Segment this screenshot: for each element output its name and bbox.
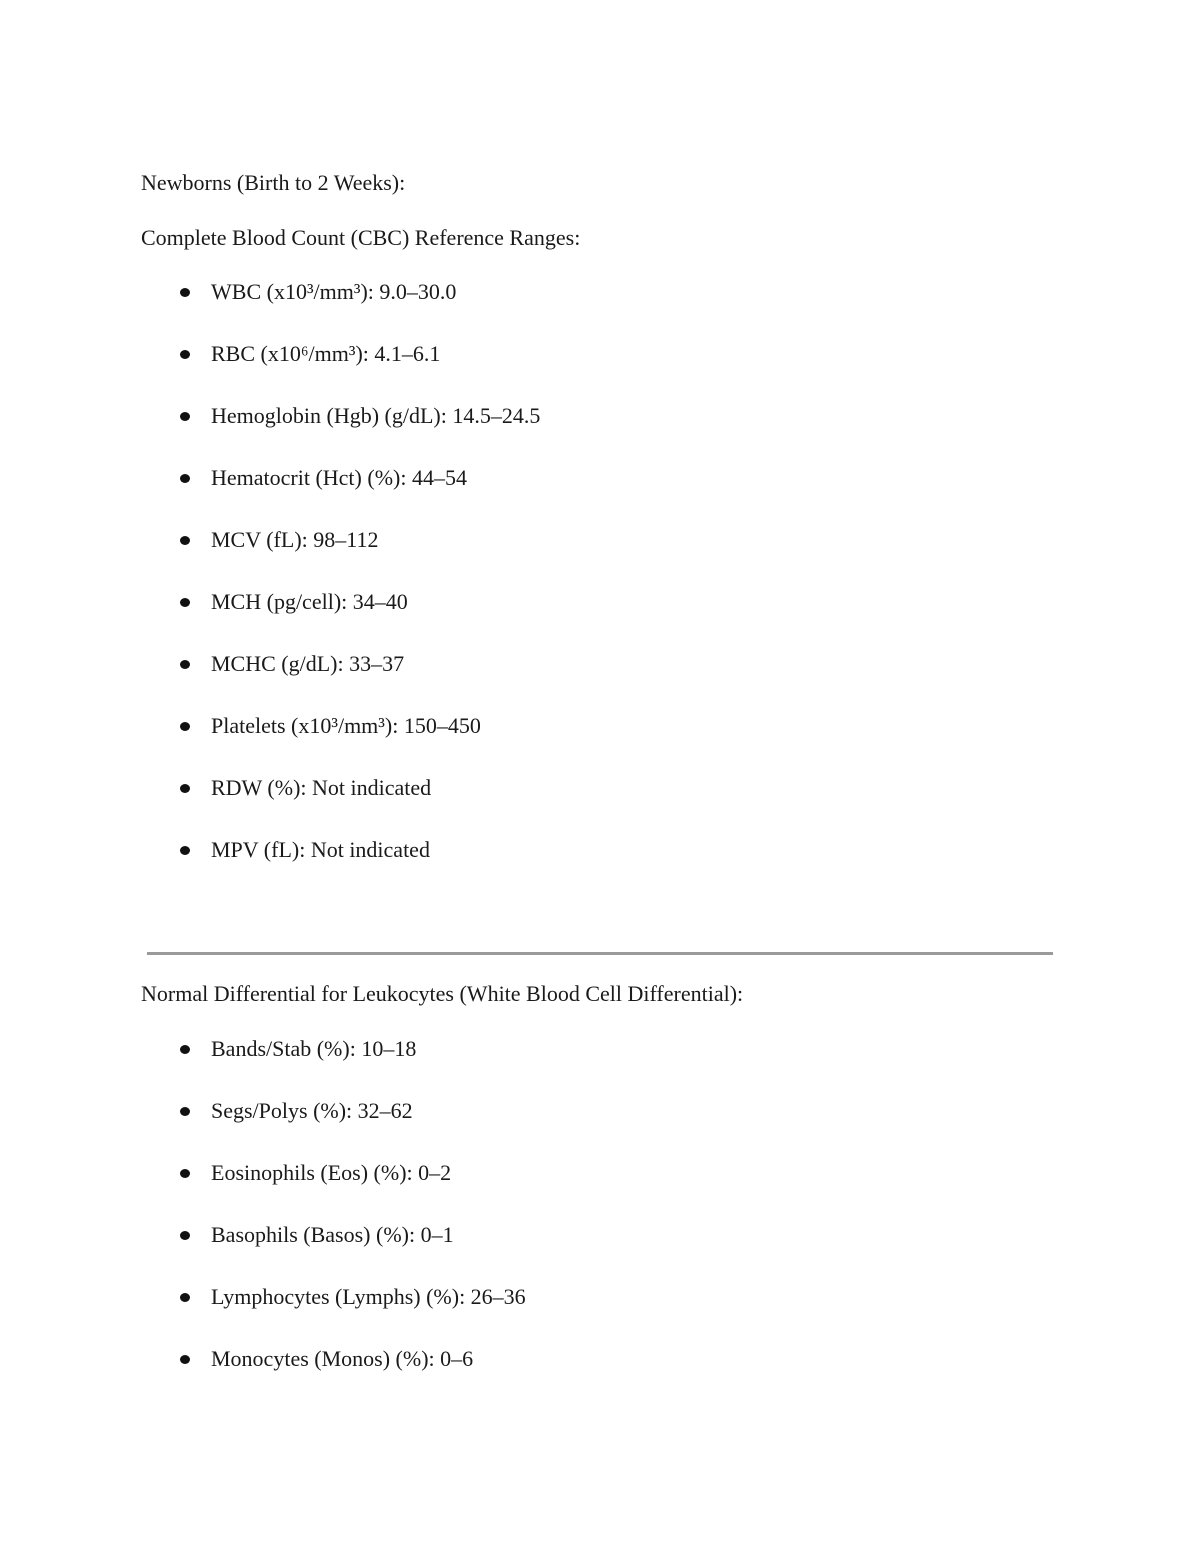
bullet-icon	[180, 536, 190, 545]
list-item-text: MCHC (g/dL): 33–37	[211, 651, 405, 676]
bullet-icon	[180, 1169, 190, 1178]
bullet-icon	[180, 1107, 190, 1116]
bullet-icon	[180, 1045, 190, 1054]
bullet-icon	[180, 722, 190, 731]
bullet-icon	[180, 350, 190, 359]
list-item-text: Hemoglobin (Hgb) (g/dL): 14.5–24.5	[211, 403, 541, 428]
differential-heading: Normal Differential for Leukocytes (White Blood Cell Differential):	[141, 981, 744, 1006]
horizontal-divider	[147, 952, 1053, 955]
list-item-text: MPV (fL): Not indicated	[211, 837, 430, 862]
bullet-icon	[180, 412, 190, 421]
list-item-text: MCV (fL): 98–112	[211, 527, 379, 552]
list-item-text: Hematocrit (Hct) (%): 44–54	[211, 465, 467, 490]
list-item-text: Monocytes (Monos) (%): 0–6	[211, 1346, 474, 1371]
list-item-text: Eosinophils (Eos) (%): 0–2	[211, 1160, 452, 1185]
bullet-icon	[180, 288, 190, 297]
bullet-icon	[180, 474, 190, 483]
bullet-icon	[180, 1293, 190, 1302]
list-item-text: RDW (%): Not indicated	[211, 775, 432, 800]
list-item-text: RBC (x10⁶/mm³): 4.1–6.1	[211, 341, 441, 366]
list-item-text: Bands/Stab (%): 10–18	[211, 1036, 417, 1061]
bullet-icon	[180, 598, 190, 607]
bullet-icon	[180, 846, 190, 855]
list-item-text: WBC (x10³/mm³): 9.0–30.0	[211, 279, 457, 304]
bullet-icon	[180, 1355, 190, 1364]
bullet-icon	[180, 1231, 190, 1240]
list-item-text: Lymphocytes (Lymphs) (%): 26–36	[211, 1284, 526, 1309]
list-item-text: Basophils (Basos) (%): 0–1	[211, 1222, 454, 1247]
bullet-icon	[180, 660, 190, 669]
list-item-text: Segs/Polys (%): 32–62	[211, 1098, 413, 1123]
list-item-text: Platelets (x10³/mm³): 150–450	[211, 713, 481, 738]
section-title: Newborns (Birth to 2 Weeks):	[141, 170, 406, 195]
cbc-heading: Complete Blood Count (CBC) Reference Ranges:	[141, 225, 581, 250]
list-item-text: MCH (pg/cell): 34–40	[211, 589, 408, 614]
bullet-icon	[180, 784, 190, 793]
